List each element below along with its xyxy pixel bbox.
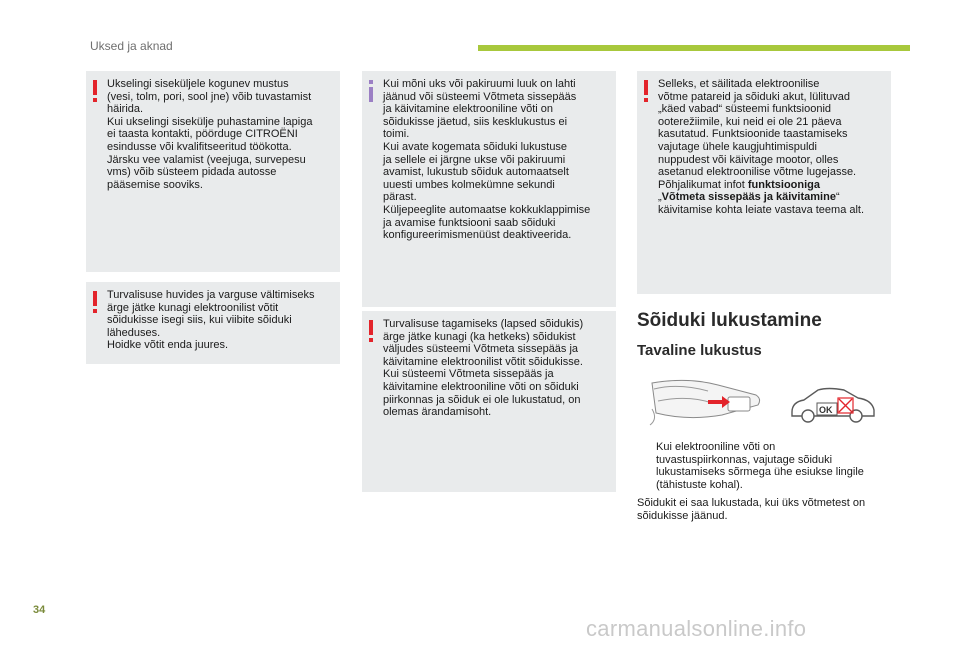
warning-text: Turvalisuse tagamiseks (lapsed sõidukis) ärge jätke kunagi (ka hetkeks) sõidukist väljudes süsteemi Võtmeta sissepääs ja käivitamine elektroonilist võtit sõidukisse. Kui süsteemi Võtmeta sissepääs ja käivitamine elektrooniline võti on sõiduki piirkonnas ja sõiduk ei ole lukustatud, on olemas ärandamisoht. — [383, 318, 584, 419]
door-handle-hand-icon — [648, 375, 766, 431]
warning-exclamation-icon — [641, 79, 651, 103]
section-heading: Sõiduki lukustamine — [637, 310, 822, 331]
warning-exclamation-icon — [90, 290, 100, 314]
ok-badge: OK — [819, 405, 833, 415]
section-accent-bar — [478, 45, 910, 51]
info-text: Kui mõni uks või pakiruumi luuk on lahti jäänud või süsteemi Võtmeta sissepääs ja käivitamine elektrooniline võti on sõidukisse jäetud, siis kesklukustus ei toimi. Kui avate kogemata sõiduki lukustuse ja sellele ei järgne ukse või pakiruumi avamist, lukustub sõiduk automaatselt uuesti umbes kolmekümne sekundi pärast. Küljepeeglite automaatse kokkuklappimise ja avamise funktsiooni saab sõiduki konfigureerimismenüüst deaktiveerida. — [383, 78, 591, 242]
warning-box-children — [362, 311, 616, 492]
warning-exclamation-icon — [90, 79, 100, 103]
warning-text: Selleks, et säilitada elektroonilise võtme patareid ja sõiduki akut, lülituvad „käed vabad“ süsteemi funktsioonid ooterežiimile, kui neid ei ole 21 päeva kasutatud. Funktsioonide taastamiseks vajutage ühele kaugjuhtimispuldi nuppudest või käivitage mootor, olles asetanud elektroonilise võtme lugejasse. Põhjalikumat infot funktsiooniga „Võtmeta sissepääs ja käivitamine“ käivitamise kohta leiate vastava teema alt. — [658, 78, 865, 216]
info-icon — [366, 79, 376, 103]
info-box-central-locking — [362, 71, 616, 307]
instruction-bullet — [637, 441, 897, 491]
bullet-text: Kui elektrooniline võti on tuvastuspiirkonnas, vajutage sõiduki lukustamiseks sõrmega ühe esiukse lingile (tähistuste kohal). — [656, 441, 864, 491]
locking-note: Sõidukit ei saa lukustada, kui üks võtmetest on sõidukisse jäänud. — [637, 497, 866, 522]
warning-box-battery — [637, 71, 891, 294]
warning-text: Ukselingi siseküljele kogunev mustus (vesi, tolm, pori, sool jne) võib tuvastamist häirida. Kui ukselingi sisekülje puhastamine lapiga ei taasta kontakti, pöörduge CITROËNI esindusse või kvalifitseeritud töökotta. Järsku vee valamist (veejuga, survepesu vms) võib süsteem pidada autosse pääsemise sooviks. — [107, 78, 313, 191]
warning-box-dirt — [86, 71, 340, 272]
sub-heading: Tavaline lukustus — [637, 342, 762, 359]
watermark: carmanualsonline.info — [586, 616, 807, 641]
car-lock-icon — [788, 386, 878, 426]
section-title: Uksed ja aknad — [90, 39, 173, 53]
page-number: 34 — [33, 604, 46, 616]
warning-box-key-theft — [86, 282, 340, 364]
warning-text: Turvalisuse huvides ja varguse vältimiseks ärge jätke kunagi elektroonilist võtit sõidukisse isegi siis, kui viibite sõiduki läheduses. Hoidke võtit enda juures. — [107, 289, 315, 352]
warning-exclamation-icon — [366, 319, 376, 343]
